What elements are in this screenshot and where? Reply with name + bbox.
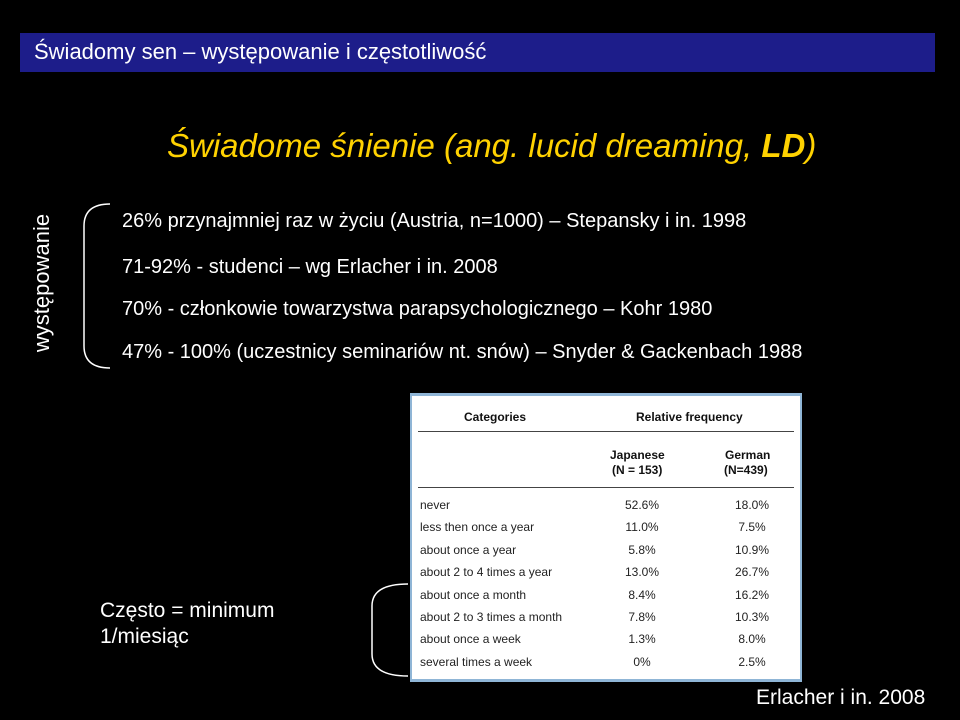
table-cell-japanese: 52.6% (624, 498, 660, 512)
table-col-german: German (725, 448, 771, 462)
table-row (412, 520, 800, 542)
list-item: 47% - 100% (uczestnicy seminariów nt. snów) – Snyder & Gackenbach 1988 (122, 341, 803, 363)
table-header-relative-frequency: Relative frequency (636, 410, 743, 424)
table-cell-german: 7.5% (738, 520, 766, 534)
table-cell-german: 16.2% (734, 588, 770, 602)
table-cell-german: 2.5% (738, 655, 766, 669)
side-label-text: występowanie (29, 213, 54, 352)
table-row (412, 655, 800, 677)
table-cell-category: about 2 to 4 times a year (420, 565, 553, 579)
frequency-bracket (366, 580, 412, 680)
header-title: Świadomy sen – występowanie i częstotliwość (34, 39, 487, 64)
table-cell-category: about once a year (420, 543, 517, 557)
table-col-german-n: (N=439) (724, 463, 768, 477)
table-row (412, 588, 800, 610)
list-item: 70% - członkowie towarzystwa parapsychologicznego – Kohr 1980 (122, 298, 713, 320)
table-divider (418, 431, 794, 432)
table-cell-japanese: 7.8% (628, 610, 656, 624)
table-divider (418, 487, 794, 488)
table-col-japanese-n: (N = 153) (612, 463, 663, 477)
table-cell-german: 8.0% (738, 632, 766, 646)
table-cell-japanese: 11.0% (625, 520, 659, 534)
items-bracket (74, 196, 114, 376)
slide-title-text: Świadome śnienie (ang. lucid dreaming, (167, 127, 762, 164)
header-bar (20, 33, 935, 72)
source-credit: Erlacher i in. 2008 (756, 686, 926, 709)
table-cell-japanese: 5.8% (628, 543, 656, 557)
frequency-note (100, 598, 274, 650)
table-cell-german: 26.7% (734, 565, 770, 579)
slide-title (167, 127, 816, 165)
table-cell-german: 10.3% (734, 610, 770, 624)
table-row (412, 610, 800, 632)
list-item: 71-92% - studenci – wg Erlacher i in. 2008 (122, 256, 498, 278)
slide-title-end: ) (805, 127, 817, 164)
table-header-categories: Categories (464, 410, 527, 424)
side-label (26, 205, 58, 360)
table-cell-japanese: 8.4% (628, 588, 656, 602)
table-cell-german: 18.0% (734, 498, 770, 512)
frequency-table (410, 393, 802, 682)
table-row (412, 632, 800, 654)
frequency-note-line2: 1/miesiąc (100, 625, 189, 648)
table-row (412, 565, 800, 587)
table-cell-japanese: 0% (633, 655, 651, 669)
table-cell-category: about once a week (420, 632, 521, 646)
slide-title-abbrev: LD (761, 127, 806, 164)
table-row (412, 543, 800, 565)
list-item: 26% przynajmniej raz w życiu (Austria, n=1000) – Stepansky i in. 1998 (122, 210, 747, 232)
table-row (412, 498, 800, 520)
table-cell-japanese: 13.0% (624, 565, 660, 579)
table-col-japanese: Japanese (610, 448, 665, 462)
table-cell-german: 10.9% (734, 543, 770, 557)
table-cell-japanese: 1.3% (628, 632, 656, 646)
table-cell-category: several times a week (420, 655, 533, 669)
table-cell-category: about 2 to 3 times a month (420, 610, 563, 624)
table-cell-category: less then once a year (420, 520, 535, 534)
frequency-note-line1: Często = minimum (100, 599, 275, 622)
table-cell-category: about once a month (420, 588, 527, 602)
table-cell-category: never (420, 498, 451, 512)
